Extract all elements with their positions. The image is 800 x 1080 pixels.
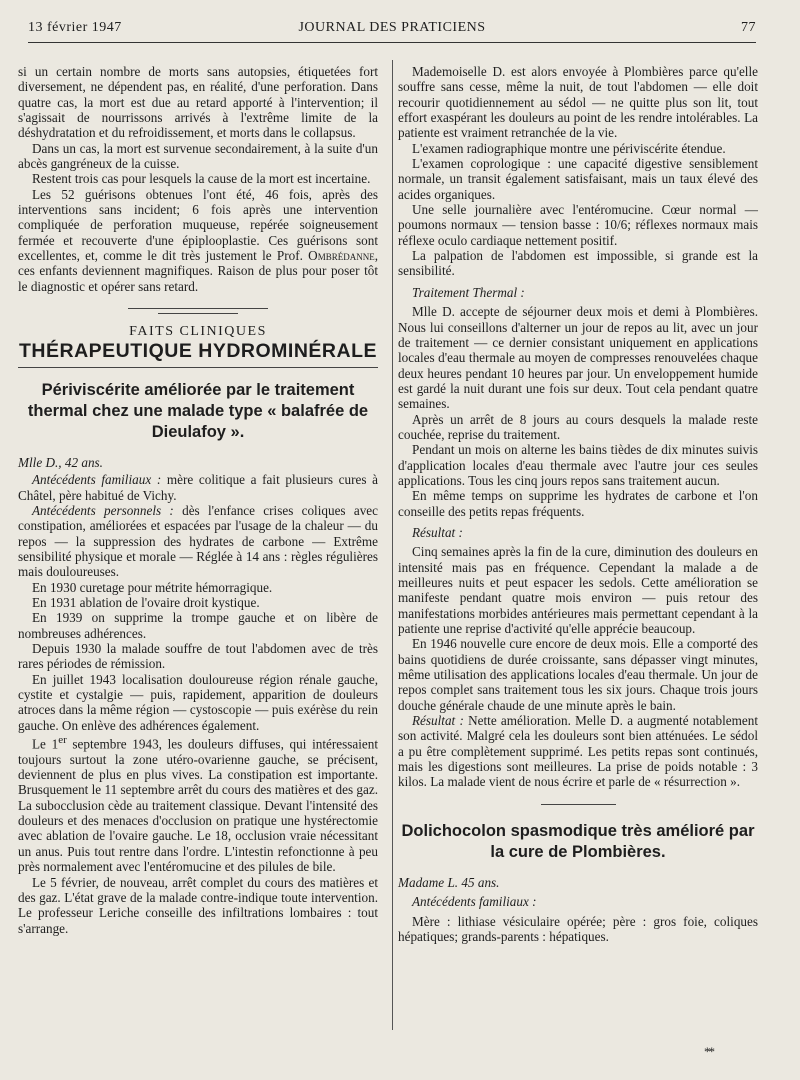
subheading: Résultat : bbox=[412, 524, 463, 540]
separator bbox=[158, 313, 238, 314]
paragraph: La palpation de l'abdomen est impossible, si grande est la sensibilité. bbox=[398, 248, 758, 279]
title-rule bbox=[18, 367, 378, 368]
right-column bbox=[398, 64, 758, 944]
paragraph: Le 5 février, de nouveau, arrêt complet du cours des matières et des gaz. L'état grave de la malade contre-indique toute intervention. Le professeur Leriche conseille des infiltrations lombaires : tout s'arrange. bbox=[18, 874, 378, 936]
paragraph: Résultat : Nette amélioration. Melle D. a augmenté notablement son activité. Malgré cela les douleurs sont bien atténuées. Le sédol a pu être complètement supprimé. Les petits repas sont continués, mais les digestions sont meilleures. La prise de poids notable : 3 kilos. La malade vient de nous écrire et parle de « résurrection ». bbox=[398, 713, 758, 790]
paragraph: si un certain nombre de morts sans autopsies, étiquetées fort diversement, ne dépendent pas, en réalité, d'une perforation. Dans quatre cas, la mort est due au retard apporté à l'intervention; il s'agissait de nourrissons arrivés à l'extrême limite de la déshydratation et du refroidissement, et morts dans le collapsus. bbox=[18, 64, 378, 141]
column-divider bbox=[392, 60, 393, 1030]
paragraph: En 1930 curetage pour métrite hémorragique. bbox=[32, 579, 273, 595]
paragraph: Mlle D. accepte de séjourner deux mois et demi à Plombières. Nous lui conseillons d'alterner un jour de repos au lit, avec un jour de traitement — ce dernier consistant uniquement en applications locales d'eau thermale au moyen de compresses renouvelées chaque deux heures pendant 10 heures par jour. Un enveloppement humide est gardé la nuit durant une fois sur deux. Tout cela pendant quatre semaines. bbox=[398, 304, 758, 412]
paragraph: Mademoiselle D. est alors envoyée à Plombières parce qu'elle souffre sans cesse, même la nuit, de tout l'abdomen — elle doit recourir quotidiennement au sédol — ne quitte plus son lit, tout effort exaspérant les douleurs au point de les rendre intolérables. La patiente est vraiment retranchée de la vie. bbox=[398, 64, 758, 141]
paragraph: En 1946 nouvelle cure encore de deux mois. Elle a comporté des bains quotidiens de durée croissante, sans dépasser vingt minutes, même utilisation des applications locales d'eau thermale. Un jour de repos complet sans traitement tous les six jours. Chaque trois jours douche générale chaude de une minute après le bain. bbox=[398, 636, 758, 713]
separator bbox=[541, 804, 616, 805]
subheading: Traitement Thermal : bbox=[412, 284, 525, 300]
article-title: Dolichocolon spasmodique très amélioré par la cure de Plombières. bbox=[401, 821, 755, 861]
paragraph: L'examen coprologique : une capacité digestive sensiblement normale, un transit également satisfaisant, mais un taux élevé des acides organiques. bbox=[398, 156, 758, 202]
section-label: FAITS CLINIQUES bbox=[129, 324, 267, 340]
paragraph: Le 1er septembre 1943, les douleurs diffuses, qui intéressaient toujours surtout la zone utéro-ovarienne gauche, se précisent, deviennent de plus en plus vives. La constipation est importante. Brusquement le 11 septembre arrêt du cours des matières et des gaz. La subocclusion cède au traitement classique. Devant l'intensité des douleurs et des menaces d'occlusion on pratique une hystérectomie avec ablation de l'ovaire gauche. Le 18, occlusion vraie nécessitant un anus. Puis tout rentre dans l'ordre. L'intestin refonctionne à peu près normalement avec l'entéromucine et des pilules de bile. bbox=[18, 734, 378, 875]
patient-id: Mlle D., 42 ans. bbox=[18, 454, 103, 470]
paragraph: Depuis 1930 la malade souffre de tout l'abdomen avec de très rares périodes de rémission. bbox=[18, 640, 378, 672]
author-name: Ombrédanne bbox=[308, 248, 375, 264]
paragraph: Mère : lithiase vésiculaire opérée; père : gros foie, coliques hépatiques; grands-parents : hépatiques. bbox=[398, 913, 758, 944]
paragraph: Antécédents personnels : dès l'enfance crises coliques avec constipation, améliorées et espacées par l'usage de la chaleur — du repos — la suppression des hydrates de carbone — Extrême sensibilité physique et morale — Réglée à 14 ans : règles régulières mais douloureuses. bbox=[18, 502, 378, 580]
journal-title: JOURNAL DES PRATICIENS bbox=[298, 20, 486, 35]
paragraph: Une selle journalière avec l'entéromucine. Cœur normal — poumons normaux — tension basse : 10/6; réflexes normaux mais réflexe oculo cardiaque nettement positif. bbox=[398, 202, 758, 248]
paragraph: Les 52 guérisons obtenues l'ont été, 46 fois, après des interventions sans incident; 6 fois après une intervention compliquée de perforation muqueuse, repérée soigneusement fermée et recouverte d'une épiplooplastie. Ces guérisons sont excellentes, et, comme le dit très justement le Prof. Ombrédanne, ces enfants deviennent magnifiques. Raison de plus pour poser tôt le diagnostic et opérer sans retard. bbox=[18, 186, 378, 294]
footer-mark: ** bbox=[704, 1044, 713, 1059]
section-title: THÉRAPEUTIQUE HYDROMINÉRALE bbox=[18, 339, 378, 362]
patient-id: Madame L. 45 ans. bbox=[398, 874, 500, 890]
paragraph: En 1939 on supprime la trompe gauche et on libère de nombreuses adhérences. bbox=[18, 610, 378, 641]
page-header bbox=[28, 18, 756, 43]
article-title: Périviscérite améliorée par le traitement thermal chez une malade type « balafrée de Dieulafoy ». bbox=[27, 380, 369, 441]
paragraph: Dans un cas, la mort est survenue secondairement, à la suite d'un abcès gangréneux de la cuisse. bbox=[18, 140, 378, 172]
paragraph: Après un arrêt de 8 jours au cours desquels la malade reste couchée, reprise du traitement. bbox=[398, 411, 758, 442]
left-column bbox=[18, 64, 378, 936]
page-number: 77 bbox=[741, 20, 756, 35]
paragraph: En 1931 ablation de l'ovaire droit kystique. bbox=[32, 594, 260, 610]
subheading: Antécédents familiaux : bbox=[412, 894, 537, 910]
paragraph: Antécédents familiaux : mère colitique a fait plusieurs cures à Châtel, père habitué de Vichy. bbox=[18, 472, 378, 503]
issue-date: 13 février 1947 bbox=[28, 20, 122, 35]
paragraph: En même temps on supprime les hydrates de carbone et l'on conseille des petits repas fréquents. bbox=[398, 488, 758, 519]
paragraph: Restent trois cas pour lesquels la cause de la mort est incertaine. bbox=[32, 171, 371, 187]
separator bbox=[128, 308, 268, 309]
paragraph: En juillet 1943 localisation douloureuse région rénale gauche, cystite et cystalgie — puis, rapidement, apparition de douleurs atroces dans la même région — cystoscopie — puis exérèse du rein gauche. On enlève des adhérences également. bbox=[18, 671, 378, 733]
paragraph: L'examen radiographique montre une périviscérite étendue. bbox=[412, 140, 726, 156]
paragraph: Pendant un mois on alterne les bains tièdes de dix minutes suivis d'application locales d'eau thermale avec l'autre jour ces seules applications. Tous les cinq jours repos sans traitement aucun. bbox=[398, 442, 758, 488]
paragraph: Cinq semaines après la fin de la cure, diminution des douleurs en intensité mais pas en fréquence. Cependant la malade a de meilleures nuits et peut espacer les sedols. Cette amélioration se manifeste pendant quatre mois environ — puis retour des manifestations morbides antérieures mais permettant cependant à la patiente une reprise d'activité qu'elle apprécie beaucoup. bbox=[398, 544, 758, 637]
